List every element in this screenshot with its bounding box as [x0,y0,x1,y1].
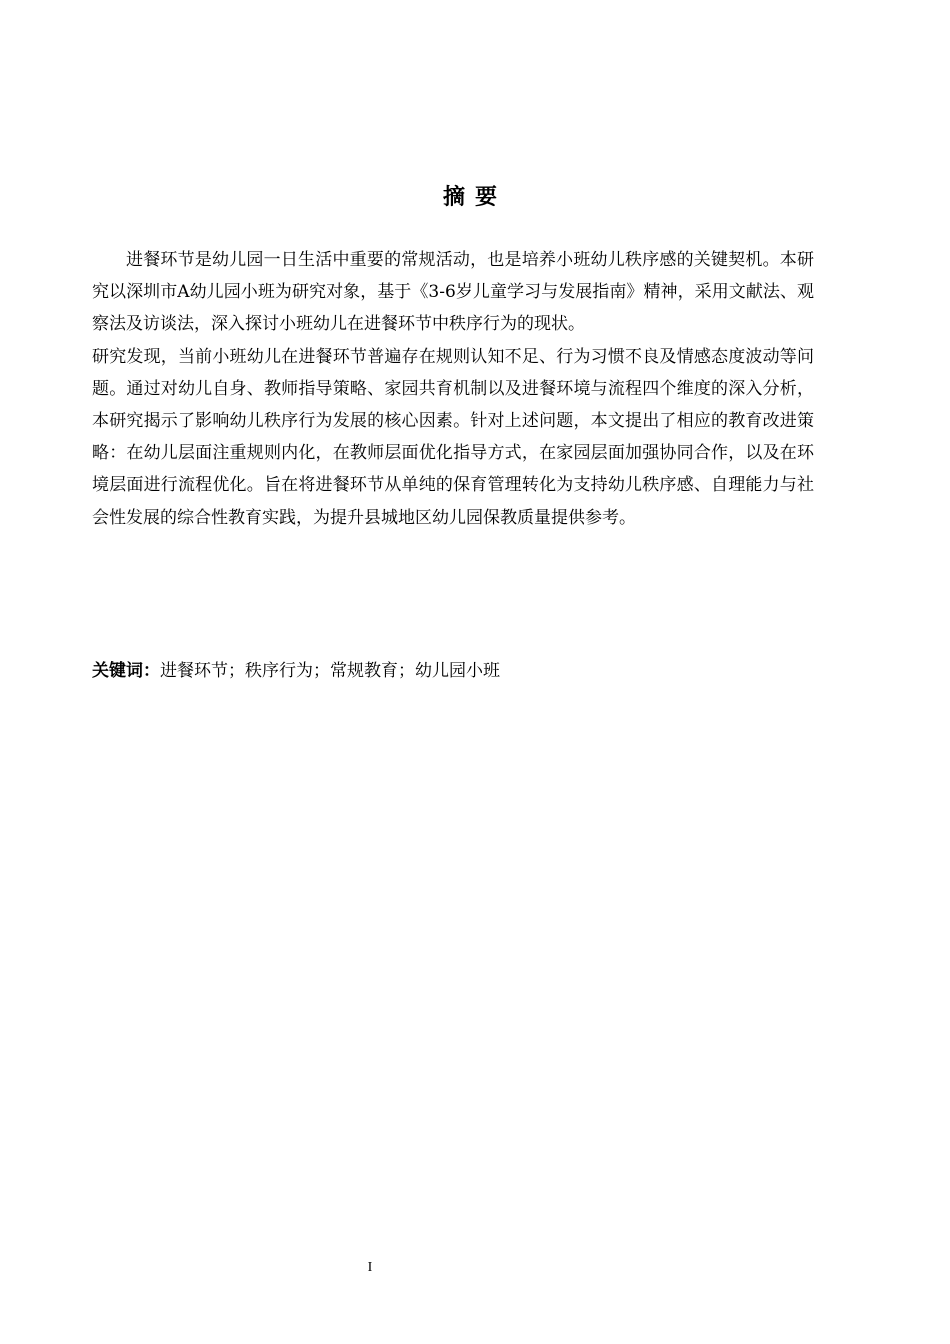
keywords-value: 进餐环节；秩序行为；常规教育；幼儿园小班 [160,661,500,681]
keywords-label: 关键词： [92,661,160,681]
keywords-line [92,658,814,684]
abstract-body [92,244,814,534]
page-number: I [367,1260,373,1275]
abstract-paragraph-2: 研究发现，当前小班幼儿在进餐环节普遍存在规则认知不足、行为习惯不良及情感态度波动等问题。通过对幼儿自身、教师指导策略、家园共育机制以及进餐环境与流程四个维度的深入分析，本研究揭示了影响幼儿秩序行为发展的核心因素。针对上述问题，本文提出了相应的教育改进策略：在幼儿层面注重规则内化，在教师层面优化指导方式，在家园层面加强协同合作，以及在环境层面进行流程优化。旨在将进餐环节从单纯的保育管理转化为支持幼儿秩序感、自理能力与社会性发展的综合性教育实践，为提升县城地区幼儿园保教质量提供参考。 [92,346,814,528]
page-title: 摘要 [442,185,507,210]
abstract-paragraph-1: 进餐环节是幼儿园一日生活中重要的常规活动，也是培养小班幼儿秩序感的关键契机。本研究以深圳市A幼儿园小班为研究对象，基于《3-6岁儿童学习与发展指南》精神，采用文献法、观察法及访谈法，深入探讨小班幼儿在进餐环节中秩序行为的现状。 [92,250,814,335]
